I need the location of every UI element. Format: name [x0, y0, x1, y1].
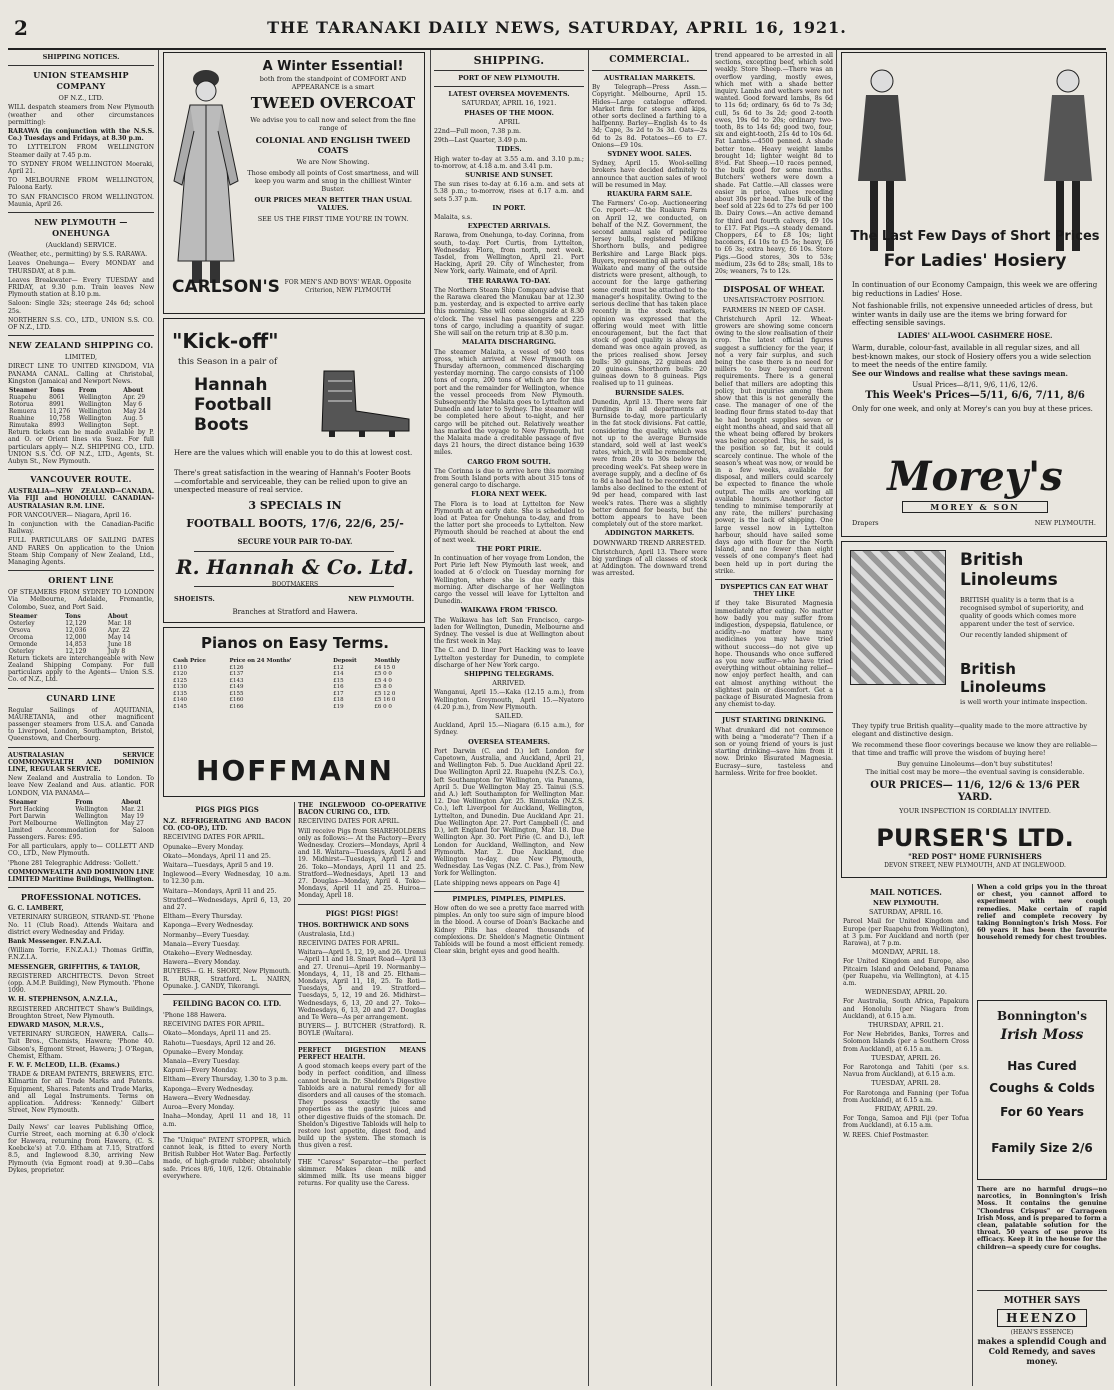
ad-body7: The initial cost may be more—the eventual saving is considerable.	[865, 768, 1085, 776]
shipping-heading: SHIPPING.	[473, 54, 545, 67]
tides-text: High water to-day at 3.55 a.m. and 3.10 p.m.; to-morrow, at 4.18 a.m. and 3.41 p.m.	[434, 155, 584, 170]
professional-list	[8, 905, 154, 1114]
column-rule	[588, 50, 589, 1386]
waikawa-text: The Waikawa has left San Francisco, cargo-laden for Wellington, Dunedin, Melbourne and Sydney. The vessel is due at Wellington about the first week in May.	[434, 616, 584, 646]
onehunga-sub: (Auckland) SERVICE.	[45, 241, 117, 250]
ad-headline: A Winter Essential!	[262, 59, 404, 74]
list-item: Auroa—Every Monday.	[163, 1104, 235, 1112]
table-row: Port Hacking Wellington Mar. 21	[9, 805, 145, 813]
commercial-heading: COMMERCIAL.	[609, 55, 690, 65]
list-item: Kapuni—Every Monday.	[163, 1067, 238, 1075]
orient-heading: ORIENT LINE	[48, 575, 114, 586]
union-sub: OF N.Z., LTD.	[58, 94, 104, 103]
pursers-brand: PURSER'S LTD.	[876, 824, 1074, 852]
mail-text: For New Hebrides, Banks, Torres and Solomon Islands (per a Southern Cross from Auckland), at 6.15 a.m.	[843, 1031, 969, 1053]
month-label: APRIL	[498, 117, 520, 126]
professional-detail: REGISTERED ARCHITECTS. Devon Street (opp. A.M.P. Building), New Plymouth. 'Phone 1090.	[8, 972, 154, 995]
receiving-dates-heading: RECEIVING DATES FOR APRIL.	[298, 940, 400, 948]
nz-shipping-table: Steamer Tons From About Ruapehu 8061 Wellington Apr. 29 Rotorua 8991 Wellington May 6 Remuera 11,276 Wellington May 24 Ruahine 10,758 Wellington Aug. 5 Rimutaka 8993 Wellington Sept.	[8, 387, 154, 429]
ad-headline: British	[960, 550, 1024, 570]
postmaster-signature: W. REES. Chief Postmaster.	[843, 1131, 929, 1139]
borthwick-sub: (Australasia, Ltd.)	[298, 930, 355, 938]
oversea-heading: OVERSEA STEAMERS.	[468, 737, 550, 746]
ad-claim: Has Cured	[1007, 1059, 1077, 1073]
sailed-heading: SAILED.	[495, 712, 523, 721]
addington-heading: ADDINGTON MARKETS.	[604, 529, 695, 538]
pimples-text: How often do we see a pretty face marred with pimples. An only too sure sign of impure blood in the blood. A course of Doan's Backache and Kidney Pills has cleared thousands of complexions. Dr. Sheldon's Magnetic Ointment Tabloids will be found a most efficient remedy. Clear skin, bright eyes and good health.	[434, 904, 584, 956]
caress-separator-ad: THE "Caress" Separator—the perfect skimmer. Makes clean milk and skimmed milk. Its use means bigger returns. For quality use the Caress.	[298, 1158, 426, 1188]
ad-headline3: British	[960, 660, 1016, 678]
pimples-heading: PIMPLES, PIMPLES, PIMPLES.	[452, 894, 566, 903]
ad-body2: Not fashionable frills, not expensive unneeded articles of dress, but winter wants in daily use are the items we bring forward for effecting sensible savings.	[852, 302, 1093, 327]
list-item: Eltham—Every Thursday, 1.30 to 3 p.m.	[163, 1076, 288, 1084]
orient-sub: OF STEAMERS FROM SYDNEY TO LONDON Via Melbourne, Adelaide, Fremantle, Colombo, Suez, and Port Said.	[8, 589, 154, 611]
daily-news-car-notice: Daily News' car leaves Publishing Office, Currie Street, each morning at 6.30 o'clock for Hawera, returning from Hawera, (C. S. Koebcke's) at 7.0. Eltham at 7.15, Stratford 8.5, and Inglewood 8.30, arriving New Plymouth (via Egmont road) at 9.30—Cabs Dykes, proprietor.	[8, 1123, 154, 1174]
professional-name: F. W. F. McLEOD, LL.B. (Exams.)	[8, 1062, 120, 1070]
cargo-text: The Corinna is due to arrive here this morning from South Island ports with about 315 tons of general cargo to discharge.	[434, 467, 584, 490]
inglewood-heading: THE INGLEWOOD CO-OPERATIVE BACON CURING CO., LTD.	[298, 802, 426, 817]
list-item: Rahotu—Tuesdays, April 12 and 26.	[163, 1039, 276, 1047]
table-row: £140 £160 £18 £5 16 0	[173, 697, 396, 703]
location: NEW PLYMOUTH.	[1034, 519, 1096, 527]
table-row: £125 £143 £15 £5 4 0	[173, 677, 392, 684]
borthwick-text: Waitara—April 5, 12, 19, and 26. Urenui—April 11 and 18. Smart Road—April 13 and 27. Urenui—April 19. Normanby—Mondays, 4, 11, 18 and 25. Eltham—Mondays, April 11, 18, 25. Te Roti—Tuesdays, 5 and 19. Stratford—Tuesdays, 5, 12, 19 and 26. Midhirst—Wednesdays, 6, 13, 20 and 27. Toko—Wednesdays, 6, 13, 20 and 27. Douglas and Te Wera—As per arrangement.	[298, 949, 426, 1022]
moreys-brand-sub: MOREY & SON	[902, 501, 1048, 513]
onehunga-note: (Weather, etc., permitting) by S.S. RARAWA.	[8, 251, 148, 259]
ad-secure: SECURE YOUR PAIR TO-DAY.	[237, 537, 353, 546]
sun-heading: SUNRISE AND SUNSET.	[465, 171, 553, 180]
linoleum-prices: OUR PRICES— 11/6, 12/6 & 13/6 PER YARD.	[870, 780, 1080, 803]
table-row: £110 £126 £12 £4 15 0	[173, 664, 396, 671]
borthwick-heading: PIGS! PIGS! PIGS!	[325, 908, 399, 918]
late-news-notice: [Late shipping news appears on Page 4]	[434, 879, 560, 887]
ad-body: Here are the values which will enable you to do this at lowest cost.	[174, 449, 413, 457]
union-item: TO MELBOURNE FROM WELLINGTON, Paloona Early.	[8, 177, 154, 192]
ad-tagline: this Season in a pair of	[178, 357, 278, 367]
tides-heading: TIDES.	[496, 145, 522, 154]
table-row: Ruahine 10,758 Wellington Aug. 5	[9, 415, 143, 423]
section-heading: PIGS PIGS PIGS	[195, 805, 259, 814]
list-item: Inglewood—Every Wednesday, 10 a.m. to 12.30 p.m.	[163, 871, 291, 886]
australasian-agents: For all particulars, apply to— COLLETT AND CO., LTD., New Plymouth.	[8, 843, 154, 858]
inglewood-text: Will receive Pigs from SHAREHOLDERS only as follows:— At the Factory—Every Wednesday. Croziers—Mondays, April 4 and 18. Waitara—Tuesdays, April 5 and 19. Midhirst—Tuesdays, April 12 and 26. Toko—Mondays, April 11 and 25. Stratford—Wednesdays, April 13 and 27. Douglas—Monday, April 4. Toko—Mondays, April 11 and 25. Huiroa—Monday, April 18.	[298, 827, 426, 900]
wool-sales-heading: SYDNEY WOOL SALES.	[607, 150, 692, 159]
pursers-sub: "RED POST" HOME FURNISHERS	[908, 852, 1042, 861]
ad-body2: Our recently landed shipment of	[960, 631, 1068, 639]
mail-date: THURSDAY, APRIL 21.	[868, 1021, 944, 1030]
heenzo-brand: HEENZO	[997, 1309, 1087, 1327]
vancouver-heading: VANCOUVER ROUTE.	[30, 474, 132, 485]
orient-footer: Return tickets are interchangeable with New Zealand Shipping Company. For full particulars apply to the Agents— Union S.S. Co. of N.Z., Ltd.	[8, 654, 154, 684]
linoleum-pattern-illustration	[850, 550, 946, 685]
union-item: RARAWA (in conjunction with the N.S.S. Co.) Tuesdays and Fridays, at 8.30 p.m.	[8, 128, 154, 143]
ad-headline4: Linoleums	[960, 678, 1047, 696]
vancouver-footer: FULL PARTICULARS OF SAILING DATES AND FARES On application to the Union Steam Ship Company of New Zealand, Ltd., Managing Agents.	[8, 537, 154, 566]
burnside-text: Dunedin, April 13. There were fair yardings in all departments at Burnside to-day, more particularly in the fat stock divisions. Fat cattle, considering the quality, which was not up to the average Burnside standard, sold well at last week's rates, which, it will be remembered, were from 20s to 30s below the preceding week's. Fat sheep were in average supply, and a decline of 6s to 8d a head had to be recorded. Fat lambs also declined to the extent of 9d per head, compared with last week's rates. There was a slightly better demand for beasts, but the bottom appears to have been completely out of the store market.	[592, 398, 707, 529]
union-intro: WILL despatch steamers from New Plymouth (weather and other circumstances permitting):	[8, 104, 154, 126]
port-heading: PORT OF NEW PLYMOUTH.	[458, 74, 560, 82]
hannah-boots-ad	[163, 318, 425, 623]
hoffmann-piano-ad	[163, 627, 425, 797]
expected-heading: EXPECTED ARRIVALS.	[467, 222, 551, 231]
table-row: Rotorua 8991 Wellington May 6	[9, 401, 143, 409]
in-port-text: Malaita, s.s.	[434, 214, 473, 222]
moon-phase: 22nd—Full moon, 7.38 p.m.	[434, 128, 521, 136]
burnside-heading: BURNSIDE SALES.	[614, 388, 685, 397]
professional-name: MESSENGER, GRIFFITHS, & TAYLOR,	[8, 963, 141, 971]
week-prices: This Week's Prices—5/11, 6/6, 7/11, 8/6	[865, 389, 1085, 401]
table-row: £120 £137 £14 £5 0 0	[173, 671, 392, 677]
ad-body: We advise you to call now and select from the fine range of	[250, 116, 416, 132]
list-item: Okato—Mondays, April 11 and 25.	[163, 852, 271, 860]
bacon-curing-column	[298, 802, 426, 1382]
ruakura-heading: RUAKURA FARM SALE.	[606, 190, 693, 199]
moreys-brand: Morey's	[887, 453, 1063, 500]
carlsons-address: FOR MEN'S AND BOYS' WEAR. Opposite Criterion, NEW PLYMOUTH	[284, 279, 412, 294]
list-item: Hawera—Every Wednesday.	[163, 1094, 251, 1102]
pigs-notices-column	[163, 802, 291, 1382]
drinking-text: What drunkard did not commence with being a "moderate"? Then if a son or young friend of yours is just starting drinking—save him from it now. Drinko Bisurated Magnesia. Eucrasy—sure, tasteless and harmless. Write for free booklet.	[715, 726, 833, 777]
australasian-heading: AUSTRALASIAN SERVICE COMMONWEALTH AND DOMINION LINE, REGULAR SERVICE.	[8, 751, 154, 773]
vancouver-note: In conjunction with the Canadian-Pacific Railway.	[8, 520, 154, 536]
ad-headline2: Irish Moss	[1000, 1027, 1084, 1043]
buyers: BUYERS— J. BUTCHER (Stratford). R. BOYLE (Waitara).	[298, 1023, 426, 1038]
list-item: Okato—Mondays, April 11 and 25.	[163, 1030, 271, 1038]
list-item: Inaha—Monday, April 11 and 18, 11 a.m.	[163, 1113, 291, 1128]
mail-date: TUESDAY, APRIL 26.	[871, 1053, 941, 1062]
page-number: 2	[14, 16, 28, 40]
oversea-text: Port Darwin (C. and D.) left London for Capetown, Australia, and Auckland, April 21, and Wellington Feb. 5. Due Auckland April 22. Due Wellington April 22. Ruapehu (N.Z.S. Co.), left Southampton for Wellington, via Panama, April 5. Due Wellington May 25. Tainui (S.S. and A.) left Southampton for Wellington Mar. 12. Due Wellington Apr. 25. Rimutaka (N.Z.S. Co.), left Liverpool for Auckland, Wellington, Lyttelton, and Dunedin. Due Auckland Apr. 21. Due Wellington Apr. 27. Port Campbell (C. and D.), left England for Wellington, Mar. 18. Due Wellington Apr. 30. Port Pirie (C. and D.), left London for Auckland, Wellington, and New Plymouth. Mar. 2. Due Auckland, due Wellington to-day, due New Plymouth, Wednesday. Las Vegas (N.Z. C. Pas.), from New York for Wellington.	[434, 747, 584, 878]
ad-location: NEW PLYMOUTH.	[348, 595, 414, 603]
wheat-subheading: UNSATISFACTORY POSITION.	[723, 296, 825, 305]
list-item: Kaponga—Every Wednesday.	[163, 922, 254, 930]
hoffmann-brand: HOFFMANN	[196, 754, 394, 787]
pirie-text: In continuation of her voyage from London, the Port Pirie left New Plymouth last week, and loaded at 6 o'clock on Tuesday morning for Wellington, where she is due early this morning. After discharge of her Wellington cargo the vessel will leave for Lyttelton and Dunedin.	[434, 554, 584, 606]
telegrams-heading: SHIPPING TELEGRAMS.	[464, 670, 554, 679]
list-item: Eltham—Every Thursday.	[163, 913, 243, 921]
dyspeptics-text: if they take Bisurated Magnesia immediately after eating. No matter how badly you may suffer from indigestion, dyspepsia, flatulence, or acidity—no matter how many medicines you may have tried without success—do not give up hope. Thousands who once suffered as you now suffer—who have tried everything without obtaining relief—now enjoy perfect health, and can eat almost anything without the slightest pain or discomfort. Get a package of Bisurated Magnesia from any chemist to-day.	[715, 600, 833, 709]
ad-range: COLONIAL AND ENGLISH TWEED COATS	[255, 135, 411, 155]
perfect-digestion-text: A good stomach keeps every part of the body in perfect condition, and illness cannot break in. Dr. Sheldon's Digestive Tabloids are a natural remedy for all disorders and all causes of the stomach. They possess exactly the same properties as the gastric juices and other digestive fluids of the stomach. Dr. Sheldon's Digestive Tabloids will help to restore lost appetite, digest food, and build up the system. The stomach is thus given a rest.	[298, 1063, 426, 1150]
professional-name: G. C. LAMBERT,	[8, 905, 64, 913]
mail-text: For United Kingdom and Europe, also Pitcairn Island and Oeleband, Panama (per Ruapehu, via Wellington), at 4.15 a.m.	[843, 958, 969, 988]
nz-shipping-footer: Return tickets can be made available by P. and O. or Orient lines via Suez. For full particulars apply— N.Z. SHIPPING CO., LTD. UNION S.S. CO. OF N.Z., LTD., Agents, St. Aubyn St., New Plymouth.	[8, 429, 154, 465]
mail-text: Parcel Mail for United Kingdom and Europe (per Ruapehu from Wellington), at 3 p.m. For Auckland and north (per Rarawa), at 7 p.m.	[843, 918, 969, 948]
pursers-linoleum-ad	[841, 541, 1107, 878]
professional-name: Bank Messenger. F.N.Z.A.I.	[8, 938, 102, 946]
bonnington-irish-moss-ad	[977, 1000, 1107, 1180]
drapers: Drapers	[852, 519, 879, 527]
mail-date: FRIDAY, APRIL 29.	[874, 1105, 938, 1114]
list-item: Normanby—Every Tuesday.	[163, 931, 250, 939]
rarawa-heading: THE RARAWA TO-DAY.	[467, 276, 551, 285]
australasian-footer: Limited Accommodation for Saloon Passengers. Fares: £95.	[8, 826, 154, 841]
mail-date: SATURDAY, APRIL 16.	[869, 908, 943, 917]
ad-headline: "Kick-off"	[172, 329, 279, 353]
professional-detail: TRADE & DREAM PATENTS, BREWERS, ETC. Kilmartin for all Trade Marks and Patents. Equipment, Shares. Patents and Trade Marks, and all Legal Instruments. Terms on application. Address: 'Kennedy.' Gilbert Street, New Plymouth.	[8, 1071, 154, 1115]
table-row: Port Darwin Wellington May 19	[9, 812, 144, 820]
column-rule	[711, 50, 712, 1386]
masthead	[0, 14, 1114, 46]
australian-markets-heading: AUSTRALIAN MARKETS.	[603, 74, 696, 82]
ad-only: Only for one week, and only at Morey's can you buy at these prices.	[852, 404, 1093, 413]
vancouver-sub: AUSTRALIA—NEW ZEALAND—CANADA. Via FIJI and HONOLULU. CANADIAN-AUSTRALASIAN R.M. LINE.	[8, 488, 154, 510]
masthead-rule	[8, 48, 1106, 50]
bonnington-footer	[977, 1186, 1107, 1286]
flora-text: The Flora is to load at Lyttelton for New Plymouth at an early date. She is scheduled to load at Patea for Onehunga to-day, and from the latter port she proceeds to Lyttelton. New Plymouth should be reached at about the end of next week.	[434, 500, 584, 544]
heenzo-ad	[977, 1296, 1107, 1382]
rarawa-text: The Northern Steam Ship Company advise that the Rarawa cleared the Manukau bar at 12.30 p.m. yesterday, and is expected to arrive early this morning. She will come alongside at 8.30 o'clock. The vessel has passengers and 225 tons of cargo, including a quantity of sugar. She will sail on the return trip at 8.30 p.m.	[434, 286, 584, 338]
onehunga-heading: NEW PLYMOUTH — ONEHUNGA	[34, 217, 128, 239]
list-item: Kaponga—Every Wednesday.	[163, 1085, 254, 1093]
piano-price-table: Cash Price Price on 24 Months' Deposit Monthly £110 £126 £12 £4 15 0 £120 £137 £14 £5 0 0 £125 £143 £15 £5 4 0 £130 £149 £16 £5 8 0 £135 £155 £17 £5 12 0 £140 £160 £18 £5 16 0 £145 £166 £19 £6 0 0	[172, 658, 418, 710]
sun-text: The sun rises to-day at 6.16 a.m. and sets at 5.38 p.m.; to-morrow, rises at 6.17 a.m. and sets 5.37 p.m.	[434, 181, 584, 203]
table-row: Ormonde 14,853 June 18	[9, 640, 132, 648]
ad-bootmakers: BOOTMAKERS	[271, 581, 319, 588]
receiving-dates-heading: RECEIVING DATES FOR APRIL.	[298, 818, 400, 826]
malaita-text: The steamer Malaita, a vessel of 940 tons gross, which arrived at New Plymouth on Thursday afternoon, commenced discharging yesterday morning. The cargo consists of 1100 tons of copra, 200 tons of which are for this port and the remainder for Wellington, whence the vessel proceeds from New Plymouth. Subsequently the Malaita goes to Lyttelton and Dunedin and later to Sydney. The steamer will be completed here about to-night, and her cargo will be pitched out. Relatively weather has marked the voyage to New Plymouth, but the Malaita made a creditable passage of five days 21 hours, the direct distance being 1639 miles.	[434, 348, 584, 457]
carlsons-overcoat-ad	[163, 52, 425, 314]
mail-text: For Australia, South Africa, Papakura and Honolulu (per Niagara from Auckland), at 6.15 a.m.	[843, 998, 969, 1020]
ruakura-text: The Farmers' Co-op. Auctioneering Co. report:—At the Ruakura Farm on April 12, we conducted, on behalf of the N.Z. Government, the second annual sale of pedigree Jersey bulls, registered Milking Shorthorn bulls, and pedigree Berkshire and Large Black pigs. Buyers, representing all parts of the Waikato and many of the outside districts were present, although, to account for the large gathering some credit must be attached to the manager's hospitality. Owing to the serious decline that has taken place recently in the stock markets, opinion was expressed that the offering would meet with little encouragement, but the fact that stock of good quality is always in demand was once again proved, as the prices realised show. Jersey bulls: 30 guineas, 22 guineas and 20 guineas. Shorthorn bulls: 20 guineas down to 8 guineas. Pigs realised up to 11 guineas.	[592, 200, 707, 388]
column-rule	[430, 50, 431, 1386]
professional-notices-heading: PROFESSIONAL NOTICES.	[20, 892, 142, 903]
mail-date: MONDAY, APRIL 18.	[871, 948, 941, 957]
pirie-heading: THE PORT PIRIE.	[476, 544, 542, 553]
ad-shoeists: SHOEISTS.	[174, 595, 215, 603]
australasian-intro: New Zealand and Australia to London. To leave New Zealand and Aus. atlantic. FOR LONDON, VIA PANAMA—	[8, 775, 154, 797]
shipping-notices-column	[8, 52, 154, 1382]
mail-notices-column	[843, 884, 969, 1384]
ad-specials: 3 SPECIALS IN	[248, 499, 342, 512]
table-row: Ruapehu 8061 Wellington Apr. 29	[9, 394, 146, 402]
list-item: Waitara—Tuesdays, April 5 and 19.	[163, 862, 274, 870]
ad-branches: Branches at Stratford and Hawera.	[232, 608, 358, 616]
shipping-column	[434, 52, 584, 1382]
cunard-sub: Regular Sailings of AQUITANIA, MAURETANIA, and other magnificent passenger steamers from U.S.A. and Canada to Liverpool, London, Southampton, Bristol, Queenstown, and Cherbourg.	[8, 706, 154, 743]
latest-heading: LATEST OVERSEA MOVEMENTS.	[448, 90, 570, 99]
mail-notices-heading: MAIL NOTICES.	[870, 887, 942, 897]
australian-markets-text: By Telegraph—Press Assn.—Copyright. Melbourne, April 15. Hides—Large catalogue offered. Market firm for steers and kips, other sorts declined a farthing to a halfpenny. Barley—English 4s to 4s 3d; Cape, 3s 2d to 3s 3d. Oats—2s 6d to 2s 8d. Potatoes—£6 to £7. Onions—£9 10s.	[592, 84, 707, 149]
ad-body4: They typify true British quality—quality made to the more attractive by elegant and distinctive design.	[852, 722, 1088, 738]
receiving-dates-heading: RECEIVING DATES FOR APRIL.	[163, 1021, 265, 1029]
football-boot-illustration	[314, 361, 414, 441]
table-row: Orcoma 12,000 May 14	[9, 633, 131, 641]
list-item: Stratford—Wednesdays, April 6, 13, 20 and 27.	[163, 896, 291, 912]
onehunga-agents: NORTHERN S.S. CO., LTD., UNION S.S. CO. OF N.Z., LTD.	[8, 316, 154, 332]
professional-detail: REGISTERED ARCHITECT Shaw's Buildings, Broughton Street, New Plymouth.	[8, 1005, 154, 1020]
ad-body: BRITISH quality is a term that is a recognised symbol of superiority, and quality of goods which comes more apparent under the test of service.	[960, 596, 1084, 628]
carlsons-brand: CARLSON'S	[172, 277, 280, 297]
professional-name: W. H. STEPHENSON, A.N.Z.I.A.,	[8, 996, 118, 1004]
ad-prices: OUR PRICES MEAN BETTER THAN USUAL VALUES.	[254, 196, 412, 212]
ad-see: SEE US THE FIRST TIME YOU'RE IN TOWN.	[257, 215, 409, 223]
commercial-column	[592, 52, 707, 1382]
wheat-text: Christchurch April 12. Wheat-growers are showing some concern owing to the slow realisation of their crop. The latest official figures suggest a sufficiency for the year, if not a very fair surplus, and such being the case there is no need for millers to buy beyond current requirements. There is a general belief that millers are adopting this policy, but inquiries among them show that this is not generally the case. The manager of one of the leading flour firms stated to-day that he had bought supplies seven or eight months ahead, and said that all the wheat being offered by brokers was being accepted. This, he said, is the position so far, but it could scarcely continue. The whole of the season's wheat was now, or would be in a few weeks, available for disposal, and millers could scarcely be expected to finance the whole output. The mills are working all available hours. Another factor tending to minimise temporarily at any rate, the millers' purchasing power, is the lack of shipping. One large vessel now in Lyttelton harbour, should have sailed some days ago with flour for the North Island, and no fewer than eight vessels of one company's fleet had been held up in port during the strike.	[715, 315, 833, 575]
mail-text: For Rarotonga and Fanning (per Tofua from Auckland), at 6.15 a.m.	[843, 1089, 969, 1104]
onehunga-fares: Saloon: Single 32s; steerage 24s 6d; school 25s.	[8, 300, 154, 315]
australasian-table: Steamer From About Port Hacking Wellington Mar. 21 Port Darwin Wellington May 19 Port Melbourne Wellington May 27	[8, 799, 154, 827]
man-in-overcoat-illustration	[170, 61, 242, 291]
wool-sales-text: Sydney, April 15. Wool-selling brokers have decided definitely to announce that auction sales of wool will be resumed in May.	[592, 160, 707, 189]
table-row: Osterley 12,129 Mar. 18	[9, 619, 132, 627]
date-line: SATURDAY, APRIL 16, 1921.	[461, 99, 557, 108]
perfect-digestion-heading: PERFECT DIGESTION MEANS PERFECT HEALTH.	[298, 1046, 426, 1061]
mail-date: TUESDAY, APRIL 28.	[871, 1079, 941, 1088]
fielding-phone: 'Phone 188 Hawera.	[163, 1012, 227, 1020]
borthwick-name: THOS. BORTHWICK AND SONS	[298, 921, 409, 929]
heenzo-sub: (HEAN'S ESSENCE)	[1010, 1329, 1074, 1336]
hannah-brand: R. Hannah & Co. Ltd.	[175, 555, 415, 579]
buyers: BUYERS— G. H. SHORT, New Plymouth. R. BURR, Stratford. L. NAIRN, Opunake. J. CANDY, Tikorangi.	[163, 968, 291, 990]
professional-detail: (William Torrie, F.N.Z.A.I.) Thomas Griffin, F.N.Z.I.A.	[8, 947, 154, 962]
union-steamship-heading: UNION STEAMSHIP COMPANY	[33, 70, 129, 92]
ad-body2: Those embody all points of Cost smartness, and will keep you warm and snug in the chilliest Winter Buster.	[247, 169, 419, 193]
ad-invite: YOUR INSPECTION IS CORDIALLY INVITED.	[899, 807, 1051, 815]
in-port-heading: IN PORT.	[492, 203, 526, 212]
union-item: TO SYDNEY FROM WELLINGTON Moeraki, April 21.	[8, 160, 154, 176]
bonnington-intro-text: When a cold grips you in the throat or chest, you cannot afford to experiment with new cough remedies. Make certain of rapid relief and complete recovery by taking Bonnington's Irish Moss. For 60 years it has been the favourite household remedy for chest troubles.	[977, 884, 1107, 942]
phases-heading: PHASES OF THE MOON.	[464, 108, 554, 117]
fielding-heading: FEILDING BACON CO. LTD.	[172, 999, 282, 1009]
pursers-address: DEVON STREET, NEW PLYMOUTH, AND AT INGLEWOOD.	[884, 862, 1066, 869]
australasian-phone: 'Phone 281 Telegraphic Address: 'Gollett.'	[8, 859, 140, 867]
ad-headline2: Linoleums	[960, 570, 1058, 590]
ad-body5: We recommend these floor coverings because we know they are reliable—that time and traffic will prove the wisdom of buying here!	[852, 741, 1098, 757]
receiving-dates-heading: RECEIVING DATES FOR APRIL.	[163, 834, 265, 842]
ad-prices: FOOTBALL BOOTS, 17/6, 22/6, 25/-	[186, 517, 404, 530]
cargo-heading: CARGO FROM SOUTH.	[467, 457, 551, 466]
ad-headline2: For Ladies' Hosiery	[883, 251, 1067, 271]
addington-continued-text: trend appeared to be arrested in all sections, excepting beef, which sold weakly. Store Sheep.—There was an overflow yarding, mostly ewes, which met with a shade better inquiry. Lambs and wethers were not wanted. Good forward lambs, 8s 6d to 11s 6d; ordinary, 6s 6d to 7s 3d; cull, 5s 6d to 3s 2d; good 2-tooth ewes, 19s 6d to 20s; ordinary two-tooth, 8s to 14s 6d; good two, four, six and eight-tooth, 21s 4d to 10s 6d. Fat Lambs.—4500 penned. A shade better tone. Heavy weight lambs brought 1d; lighter weight 8d to 8½d. Fat Sheep.—10 races penned, the bulk good for some months. Butchers' wethers were down a shade. Fat Cattle.—All classes were easier in price, values receding about 30s per head. The bulk of the beef sold at 22s 6d to 27s 6d per 100 lb. Dairy Cows.—An active demand for third and fourth calvers, £9 10s to £17. Fat Pigs.—A steady demand. Choppers, £4 to £8 10s; light baconers, £4 10s to £5 5s; heavy, £6 to £6 3s; extra heavy, £6 10s. Store Pigs.—Good stores, 30s to 53s; medium, 23s 6d to 28s; small, 18s to 20s; weaners, 7s to 12s.	[715, 52, 833, 276]
mail-date: WEDNESDAY, APRIL 20.	[865, 988, 947, 997]
bonnington-footer-text: There are no harmful drugs—no narcotics, in Bonnington's Irish Moss. It contains the genuine "Chondrus Crispus" or Carrageen Irish Moss, and is prepared to form a clean, palatable solution for the throat. 50 years of use prove its efficacy. Keep it in the house for the children—a speedy cure for coughs.	[977, 1186, 1107, 1251]
expected-text: Rarawa, from Onehunga, to-day. Corinna, from south, to-day. Port Curtis, from Lyttelton, Wednesday. Flora, from north, next week. Tasdel, from Wellington, April 21. Port Hacking, April 29. City of Winchester, from New York, early. Waimate, end of April.	[434, 232, 584, 276]
wheat-subheading2: FARMERS IN NEED OF CASH.	[722, 305, 826, 314]
onehunga-leave2: Leaves Breakwater— Every TUESDAY and FRIDAY, at 9.30 p.m. Train leaves New Plymouth station at 8.10 p.m.	[8, 276, 154, 299]
list-item: Hawera—Every Monday.	[163, 959, 241, 967]
orient-table: Steamer Tons About Osterley 12,129 Mar. 18 Orsova 12,036 Apr. 22 Orcoma 12,000 May 14 Ormonde 14,853 June 18 Osterley 12,129 July 8	[8, 613, 154, 655]
wheat-heading: DISPOSAL OF WHEAT.	[723, 284, 825, 295]
heenzo-text: makes a splendid Cough and Cold Remedy, and saves money.	[977, 1336, 1107, 1367]
professional-detail: VETERINARY SURGEON, HAWERA. Calls—Tait Bros., Chemists, Hawera; 'Phone 40. Gibson's, Egmont Street, Hawera; J. O'Regan, Chemist, Eltham.	[8, 1031, 154, 1060]
mail-text: For Rarotonga and Tahiti (per s.s. Navua from Auckland), at 6.15 a.m.	[843, 1064, 969, 1079]
table-row: Remuera 11,276 Wellington May 24	[9, 408, 146, 416]
addington-text: Christchurch, April 13. There were big yardings of all classes of stock at Addington. The downward trend was arrested.	[592, 548, 707, 578]
table-row: Rimutaka 8993 Wellington Sept.	[9, 422, 140, 430]
port-hacking-text: The C. and D. liner Port Hacking was to leave Lyttelton yesterday for Dunedin, to complete discharge of her New York cargo.	[434, 647, 584, 669]
union-item: TO SAN FRANCISCO FROM WELLINGTON. Maunia, April 26.	[8, 193, 154, 208]
list-item: Manaia—Every Tuesday.	[163, 1058, 240, 1066]
malaita-heading: MALAITA DISCHARGING.	[462, 338, 556, 347]
moreys-hosiery-ad	[841, 52, 1107, 537]
ad-body: In continuation of our Economy Campaign, this week we are offering big reductions in Ladies' Hose.	[852, 281, 1098, 298]
vancouver-for: FOR VANCOUVER— Niagara, April 16.	[8, 511, 132, 519]
ad-body6: Buy genuine Linoleums—don't buy substitutes!	[897, 760, 1053, 768]
unique-stopper-ad: The "Unique" PATENT STOPPER, which cannot leak, is fitted to every North British Rubber Hot Water Bag. Perfectly made, of high-grade rubber; absolutely safe. Prices 8/6, 10/6, 12/6. Obtainable everywhere.	[163, 1136, 291, 1180]
newspaper-title: THE TARANAKI DAILY NEWS, SATURDAY, APRIL 16, 1921.	[267, 18, 847, 37]
markets-wheat-column	[715, 52, 833, 1382]
australasian-line: COMMONWEALTH AND DOMINION LINE LIMITED Maritime Buildings, Wellington.	[8, 868, 154, 884]
ad-headline: The Last Few Days of Short Prices	[850, 229, 1100, 244]
ad-body2: There's great satisfaction in the wearing of Hannah's Footer Boots—comfortable and serviceable, they can be relied upon to give an unexpected measure of real service.	[174, 469, 411, 494]
drinking-heading: JUST STARTING DRINKING.	[722, 716, 826, 725]
table-row: £130 £149 £16 £5 8 0	[173, 684, 392, 690]
table-row: £145 £166 £19 £6 0 0	[173, 703, 392, 710]
professional-name: EDWARD MASON, M.R.V.S.,	[8, 1022, 104, 1030]
list-item: Otakeho—Every Wednesday.	[163, 950, 253, 958]
section-heading: SHIPPING NOTICES.	[42, 53, 120, 61]
professional-detail: VETERINARY SURGEON, STRAND-ST. 'Phone No. 11 (Club Road). Attends Waitara and district every Wednesday and Friday.	[8, 914, 154, 936]
ad-see: See our Windows and realise what these savings mean.	[852, 368, 1068, 378]
ad-headline: Pianos on Easy Terms.	[201, 634, 389, 652]
ad-body3: is well worth your intimate inspection.	[960, 698, 1088, 706]
ad-product: Hannah Football Boots	[194, 375, 272, 435]
ad-claim3: For 60 Years	[1000, 1105, 1084, 1119]
ad-product: TWEED OVERCOAT	[250, 94, 416, 112]
ad-now-showing: We are Now Showing.	[296, 158, 370, 166]
ad-claim2: Coughs & Colds	[989, 1081, 1095, 1095]
table-row: Osterley 12,129 July 8	[9, 647, 126, 655]
list-item: Waitara—Mondays, April 11 and 25.	[163, 887, 277, 895]
downward-heading: DOWNWARD TREND ARRESTED.	[593, 538, 706, 547]
mail-location: NEW PLYMOUTH.	[873, 899, 939, 907]
ad-product: LADIES' ALL-WOOL CASHMERE HOSE.	[897, 330, 1053, 340]
list-item: Opunake—Every Monday.	[163, 1048, 244, 1056]
flora-heading: FLORA NEXT WEEK.	[471, 490, 547, 499]
bonnington-intro	[977, 884, 1107, 994]
nz-shipping-sub: LIMITED,	[64, 353, 98, 362]
cunard-heading: CUNARD LINE	[46, 692, 116, 703]
ad-subhead: both from the standpoint of COMFORT AND APPEARANCE is a smart	[259, 75, 407, 91]
ad-price: Family Size 2/6	[991, 1141, 1093, 1155]
ad-headline: Bonnington's	[997, 1009, 1087, 1023]
arrived-text: Wanganui, April 15.—Kaka (12.15 a.m.), from Wellington. Greymouth, April 15.—Nyatoro (4.20 p.m.), from New Plymouth.	[434, 689, 584, 711]
ad-desc: Warm, durable, colour-fast, available in all regular sizes, and all best-known makes, our stock of Hosiery offers you a wide selection to meet the needs of the entire family.	[852, 344, 1092, 369]
arrived-heading: ARRIVED.	[492, 679, 526, 688]
company-name: N.Z. REFRIGERATING AND BACON CO. (CO-OP.), LTD.	[163, 818, 291, 833]
mail-text: For Tonga, Samoa and Fiji (per Tofua from Auckland), at 6.15 a.m.	[843, 1115, 969, 1130]
list-item: Manaia—Every Tuesday.	[163, 940, 240, 948]
list-item: Opunake—Every Monday.	[163, 843, 244, 851]
column-rule	[972, 884, 973, 1386]
column-rule	[294, 802, 295, 1386]
column-rule	[836, 50, 837, 1386]
table-row: Orsova 12,036 Apr. 22	[9, 626, 130, 634]
table-row: Port Melbourne Wellington May 27	[9, 819, 144, 827]
onehunga-leave: Leaves Onehunga— Every MONDAY and THURSDAY, at 8 p.m.	[8, 260, 154, 275]
sailed-text: Auckland, April 15.—Niagara (6.15 a.m.), for Sydney.	[434, 722, 584, 737]
waikawa-heading: WAIKAWA FROM 'FRISCO.	[460, 606, 558, 615]
ad-headline: MOTHER SAYS	[1003, 1296, 1081, 1306]
dyspeptics-heading: DYSPEPTICS CAN EAT WHAT THEY LIKE	[720, 583, 828, 599]
usual-prices: Usual Prices—8/11, 9/6, 11/6, 12/6.	[912, 381, 1038, 389]
nz-shipping-intro: DIRECT LINE TO UNITED KINGDOM, VIA PANAMA CANAL. Calling at Christobal, Kingston (Jamaica) and Newport News.	[8, 363, 154, 385]
table-row: £135 £155 £17 £5 12 0	[173, 690, 396, 697]
column-rule	[158, 50, 159, 1386]
union-item: TO LYTTELTON FROM WELLINGTON Steamer daily at 7.45 p.m.	[8, 144, 154, 159]
nz-shipping-heading: NEW ZEALAND SHIPPING CO.	[8, 340, 154, 351]
moon-phase: 29th—Last Quarter, 3.49 p.m.	[434, 137, 528, 145]
